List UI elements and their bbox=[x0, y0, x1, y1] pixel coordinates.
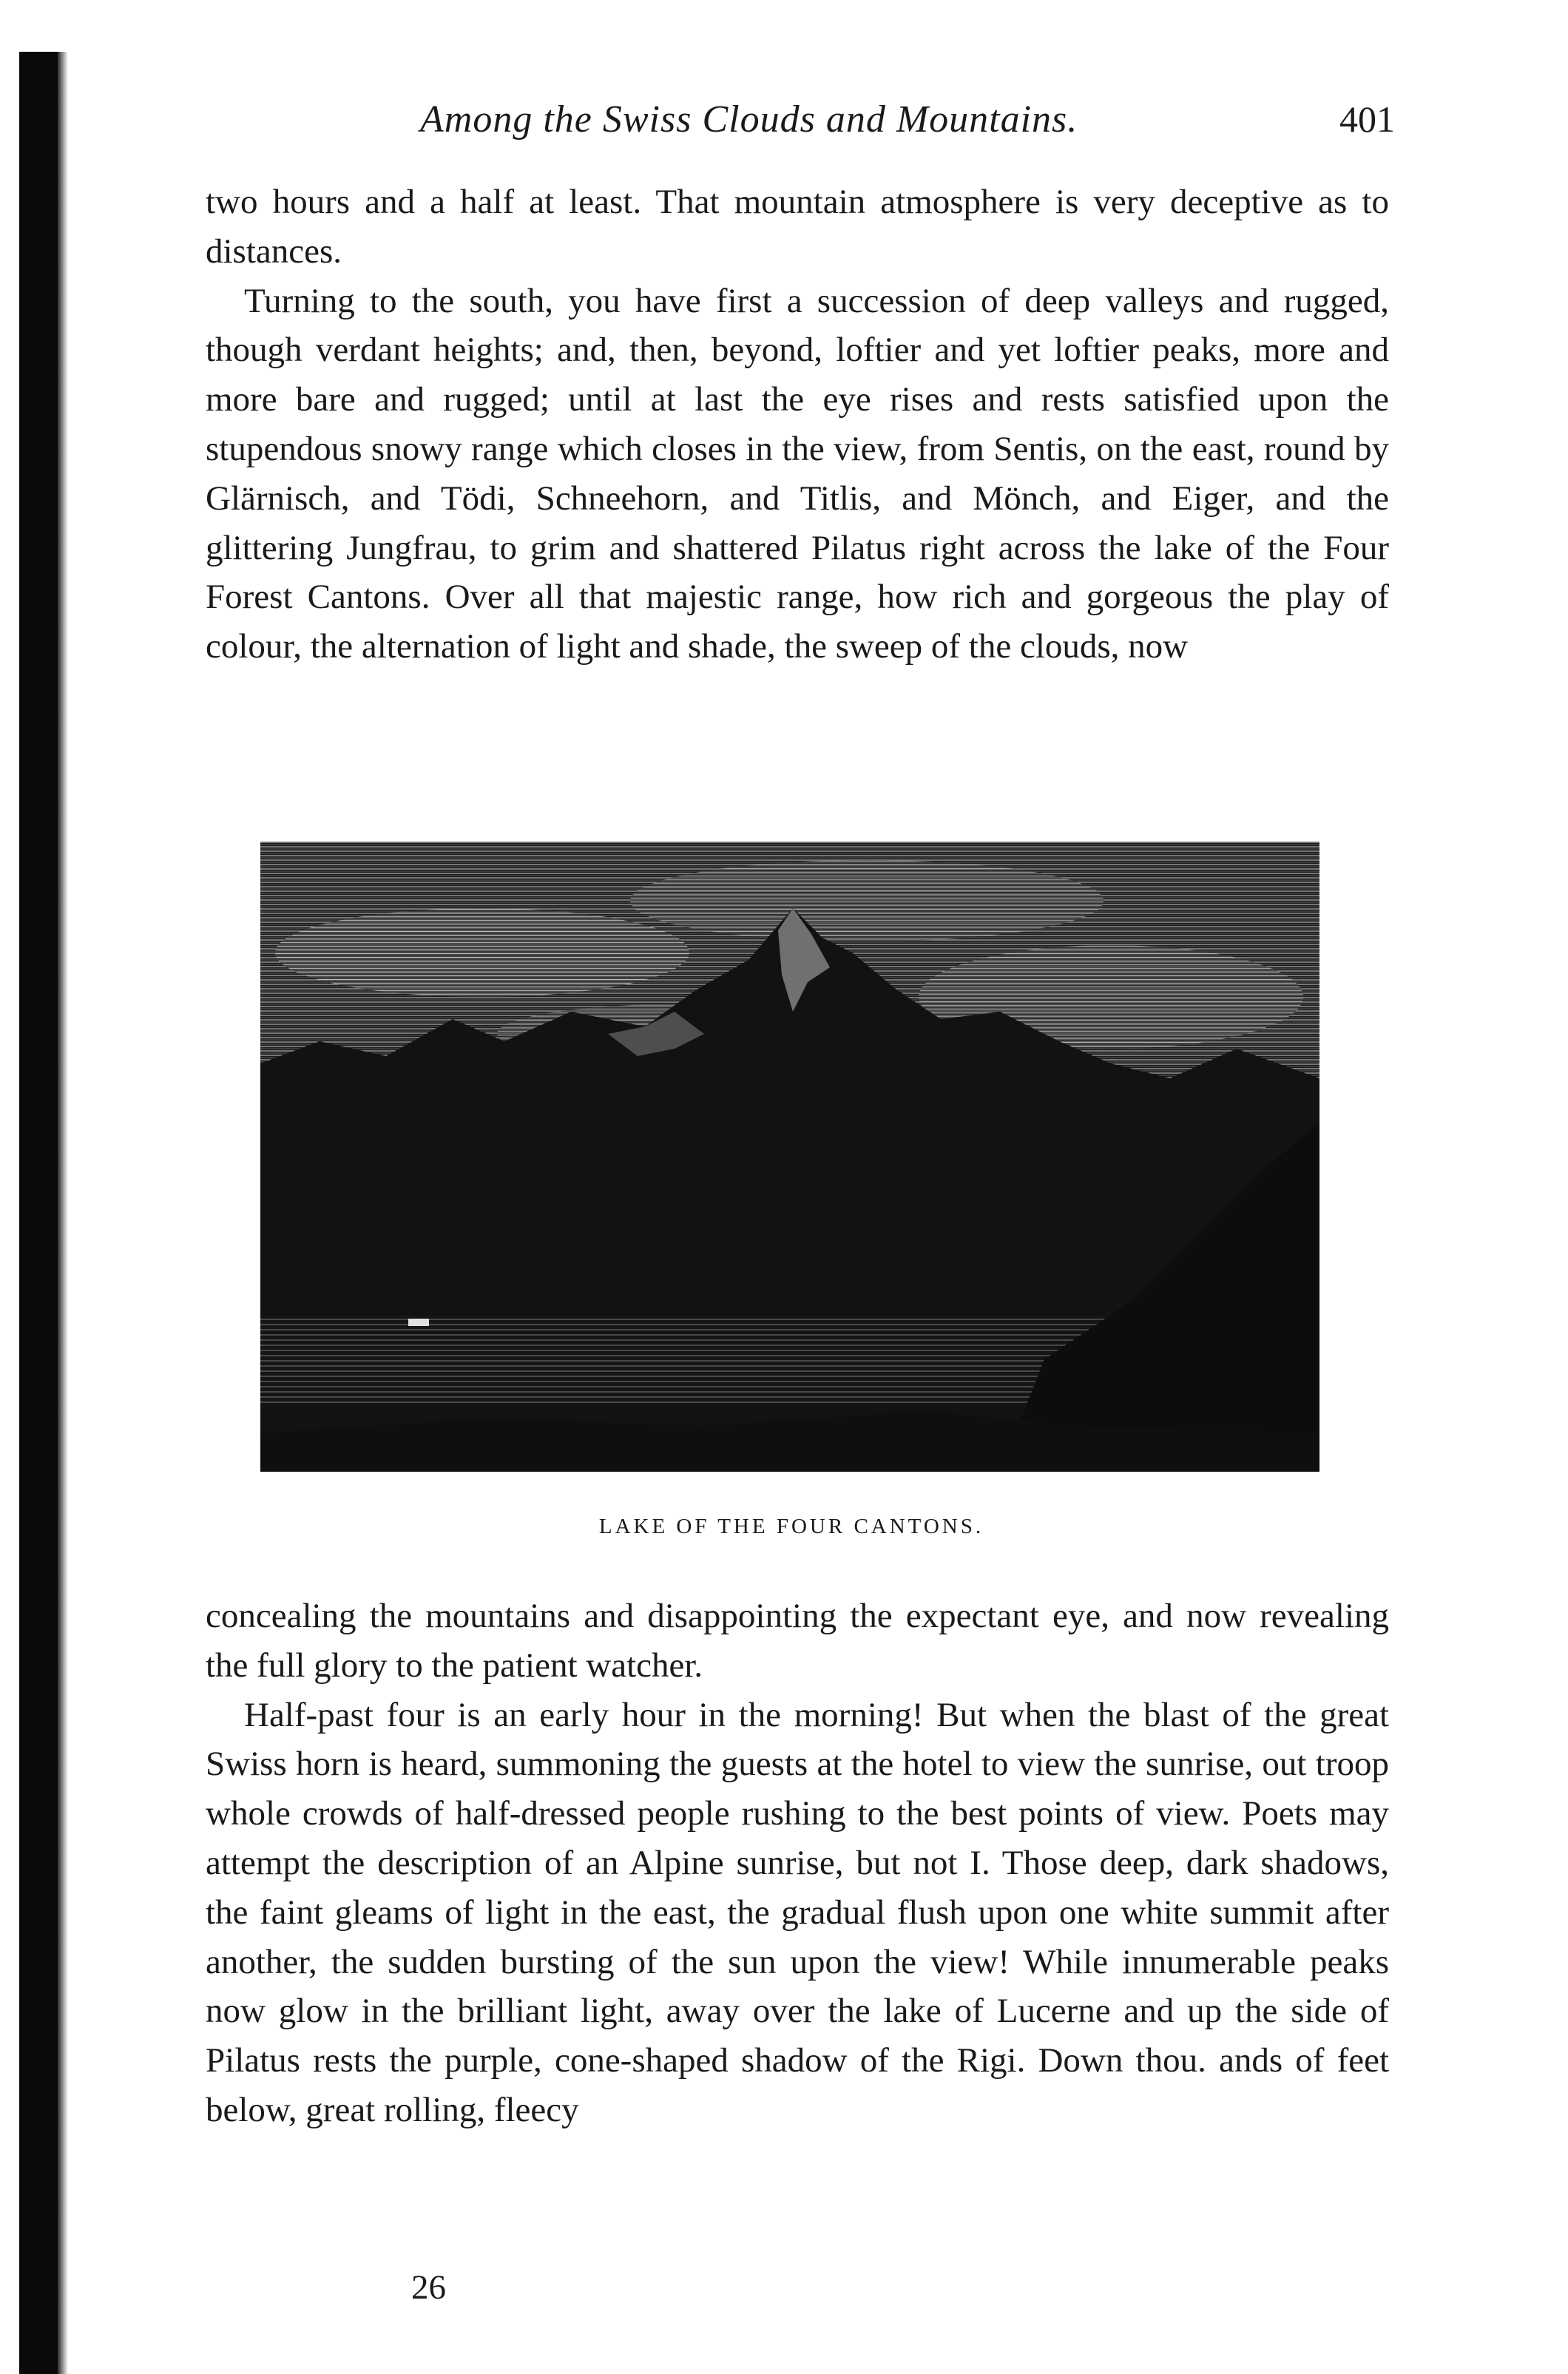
paragraph: two hours and a half at least. That mountain atmosphere is very deceptive as to distances. bbox=[206, 183, 1389, 271]
figure-caption: LAKE OF THE FOUR CANTONS. bbox=[598, 1515, 984, 1538]
text-block-top bbox=[206, 177, 1389, 672]
paragraph: Turning to the south, you have first a succession of deep valleys and rugged, though verdant heights; and, then, beyond, loftier and yet loftier peaks, more and more bare and rugged; until at last the eye rises and rests satisfied upon the stupendous snowy range which closes in the view, from Sentis, on the east, round by Glärnisch, and Tödi, Schneehorn, and Titlis, and Mönch, and Eiger, and the glittering Jungfrau, to grim and shattered Pilatus right across the lake of the Four Forest Cantons. Over all that majestic range, how rich and gorgeous the play of colour, the alternation of light and shade, the sweep of the clouds, now bbox=[206, 281, 1389, 666]
cloud bbox=[630, 860, 1104, 941]
engraving-lake-of-four-cantons bbox=[260, 842, 1319, 1472]
cloud bbox=[275, 908, 689, 997]
running-head bbox=[206, 98, 1395, 157]
running-title: Among the Swiss Clouds and Mountains. bbox=[420, 98, 1078, 141]
book-spine-shadow bbox=[19, 52, 58, 2374]
paragraph: Half-past four is an early hour in the morning! But when the blast of the great Swiss horn is heard, summoning the guests at the hotel to view the sunrise, out troop whole crowds of half-dressed people rushing to the best points of view. Poets may attempt the description of an Alpine sunrise, but not I. Those deep, dark shadows, the faint gleams of light in the east, the gradual flush upon one white summit after another, the sudden bursting of the sun upon the view! While innumerable peaks now glow in the brilliant light, away over the lake of Lucerne and up the side of Pilatus rests the purple, cone-shaped shadow of the Rigi. Down thou. ands of feet below, great rolling, fleecy bbox=[206, 1695, 1389, 2129]
text-block-bottom bbox=[206, 1592, 1389, 2135]
book-spine-edge bbox=[58, 52, 68, 2374]
signature-mark: 26 bbox=[411, 2268, 446, 2307]
paragraph: concealing the mountains and disappointing the expectant eye, and now revealing the full glory to the patient watcher. bbox=[206, 1597, 1389, 1685]
boat bbox=[408, 1319, 429, 1326]
page-number: 401 bbox=[1339, 98, 1395, 140]
